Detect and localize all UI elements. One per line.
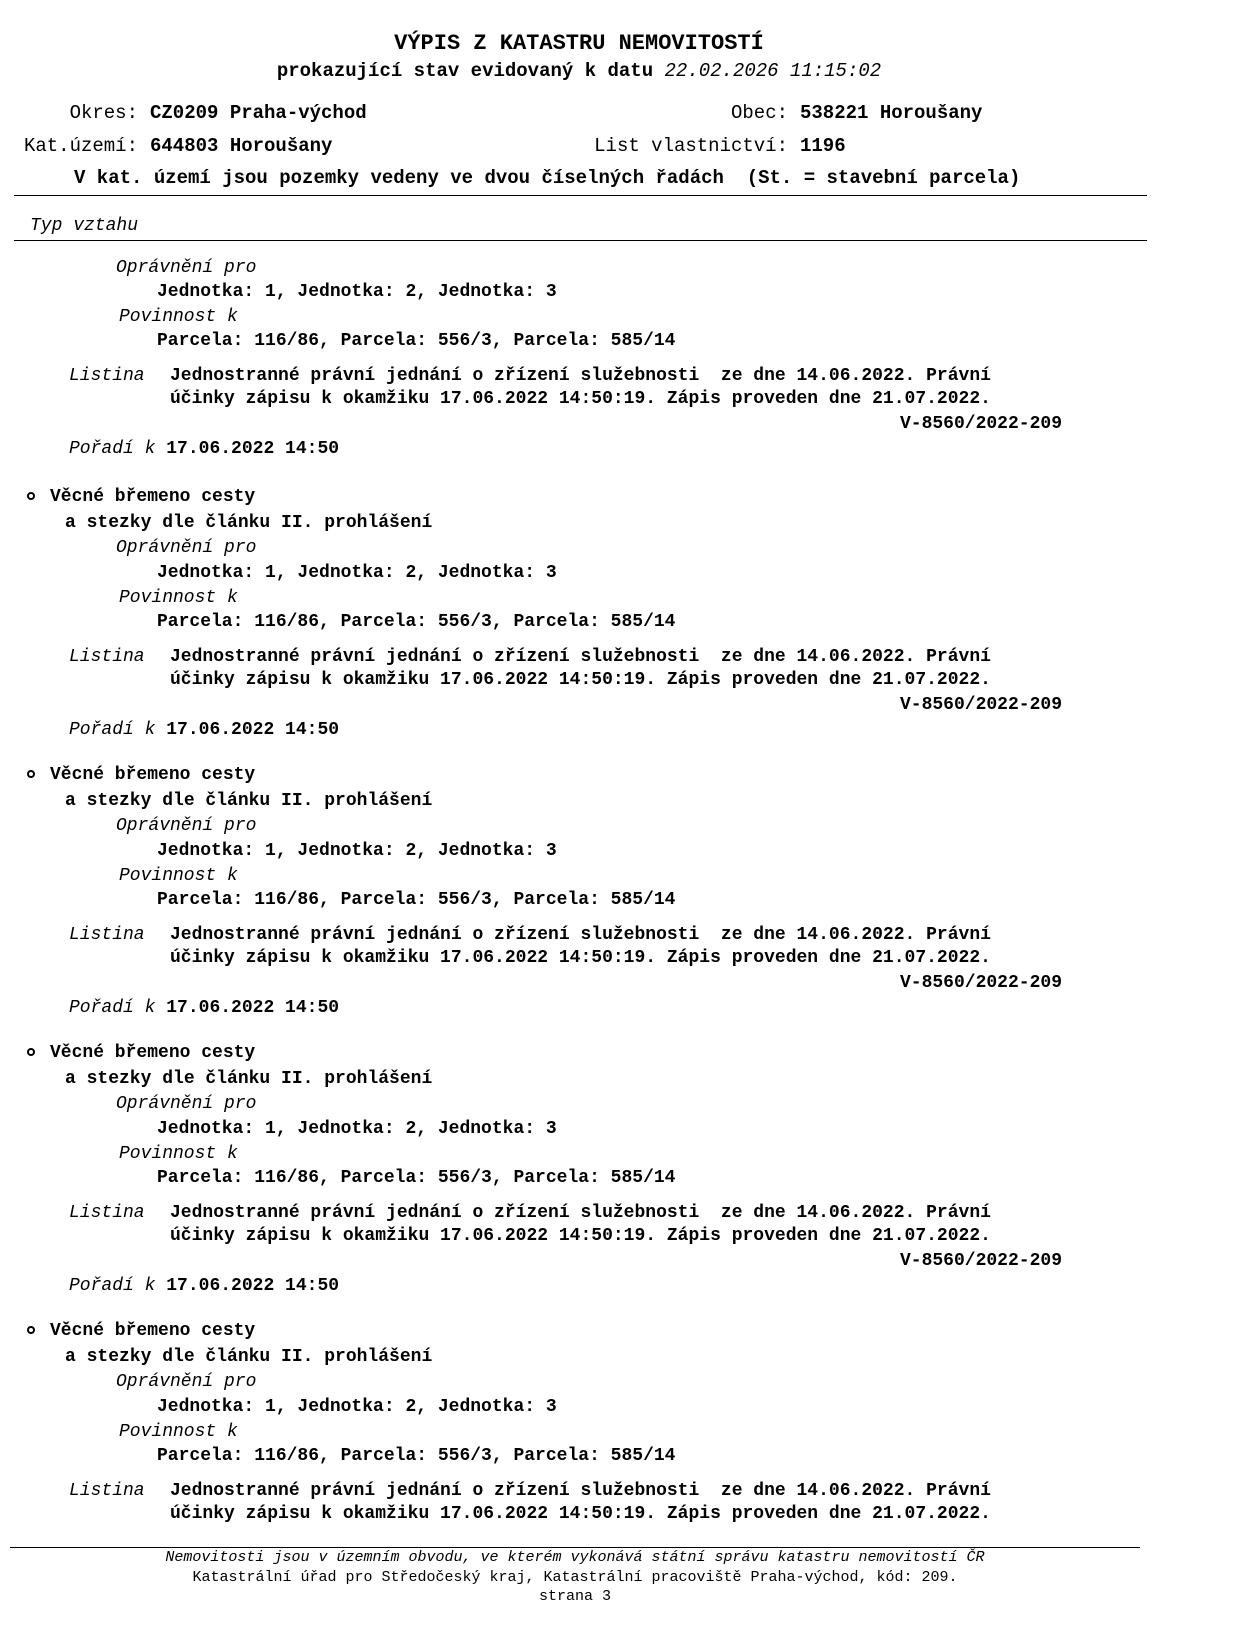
povinnost-value: Parcela: 116/86, Parcela: 556/3, Parcela: 585/14 bbox=[157, 1446, 676, 1466]
obec-value: 538221 Horoušany bbox=[800, 102, 983, 124]
listina-line1: Jednostranné právní jednání o zřízení služebnosti ze dne 14.06.2022. Právní bbox=[170, 366, 991, 386]
opravneni-label: Oprávnění pro bbox=[116, 538, 257, 558]
entry-title-line2: a stezky dle článku II. prohlášení bbox=[65, 1069, 433, 1089]
listina-line1: Jednostranné právní jednání o zřízení služebnosti ze dne 14.06.2022. Právní bbox=[170, 925, 991, 945]
opravneni-value: Jednotka: 1, Jednotka: 2, Jednotka: 3 bbox=[157, 1397, 557, 1417]
cadastre-note: V kat. území jsou pozemky vedeny ve dvou číselných řadách (St. = stavební parcela) bbox=[74, 167, 1021, 189]
poradi bbox=[69, 720, 339, 740]
listina-line1: Jednostranné právní jednání o zřízení služebnosti ze dne 14.06.2022. Právní bbox=[170, 1203, 991, 1223]
povinnost-label: Povinnost k bbox=[119, 866, 238, 886]
entry-title-line1: Věcné břemeno cesty bbox=[50, 1043, 256, 1063]
listina-reference: V-8560/2022-209 bbox=[899, 1251, 1062, 1271]
bullet-icon bbox=[27, 770, 35, 778]
listina-label: Listina bbox=[69, 925, 145, 945]
footer-line2: Katastrální úřad pro Středočeský kraj, Katastrální pracoviště Praha-východ, kód: 209. bbox=[192, 1569, 958, 1586]
listina-line1: Jednostranné právní jednání o zřízení služebnosti ze dne 14.06.2022. Právní bbox=[170, 1481, 991, 1501]
footer-divider bbox=[10, 1547, 1140, 1548]
poradi-label: Pořadí k bbox=[69, 439, 156, 459]
opravneni-value: Jednotka: 1, Jednotka: 2, Jednotka: 3 bbox=[157, 1119, 557, 1139]
footer-page-number: strana 3 bbox=[538, 1588, 611, 1605]
obec-label: Obec: bbox=[730, 102, 788, 124]
opravneni-label: Oprávnění pro bbox=[116, 1094, 257, 1114]
entry-title-line2: a stezky dle článku II. prohlášení bbox=[65, 791, 433, 811]
povinnost-label: Povinnost k bbox=[119, 1422, 238, 1442]
poradi-label: Pořadí k bbox=[69, 998, 156, 1018]
poradi bbox=[69, 998, 339, 1018]
entry-title-line2: a stezky dle článku II. prohlášení bbox=[65, 1347, 433, 1367]
footer-line1: Nemovitosti jsou v územním obvodu, ve kterém vykonává státní správu katastru nemovitostí ČR bbox=[165, 1549, 985, 1566]
listina-label: Listina bbox=[69, 1481, 145, 1501]
listina-reference: V-8560/2022-209 bbox=[899, 414, 1062, 434]
opravneni-value: Jednotka: 1, Jednotka: 2, Jednotka: 3 bbox=[157, 841, 557, 861]
opravneni-value: Jednotka: 1, Jednotka: 2, Jednotka: 3 bbox=[157, 563, 557, 583]
opravneni-label: Oprávnění pro bbox=[116, 258, 257, 278]
povinnost-value: Parcela: 116/86, Parcela: 556/3, Parcela: 585/14 bbox=[157, 890, 676, 910]
katuzemi-label: Kat.území: bbox=[23, 135, 138, 157]
listina-line2: účinky zápisu k okamžiku 17.06.2022 14:50:19. Zápis proveden dne 21.07.2022. bbox=[170, 1226, 991, 1246]
poradi-value: 17.06.2022 14:50 bbox=[166, 1276, 340, 1296]
povinnost-value: Parcela: 116/86, Parcela: 556/3, Parcela: 585/14 bbox=[157, 331, 676, 351]
entry-title-line2: a stezky dle článku II. prohlášení bbox=[65, 513, 433, 533]
poradi-value: 17.06.2022 14:50 bbox=[166, 720, 340, 740]
listina-reference: V-8560/2022-209 bbox=[899, 695, 1062, 715]
poradi-value: 17.06.2022 14:50 bbox=[166, 439, 340, 459]
povinnost-label: Povinnost k bbox=[119, 307, 238, 327]
povinnost-value: Parcela: 116/86, Parcela: 556/3, Parcela: 585/14 bbox=[157, 612, 676, 632]
listina-line1: Jednostranné právní jednání o zřízení služebnosti ze dne 14.06.2022. Právní bbox=[170, 647, 991, 667]
subtitle-prefix: prokazující stav evidovaný k datu bbox=[276, 60, 654, 82]
poradi-label: Pořadí k bbox=[69, 1276, 156, 1296]
column-header-divider bbox=[14, 240, 1147, 241]
poradi bbox=[69, 1276, 339, 1296]
poradi-value: 17.06.2022 14:50 bbox=[166, 998, 340, 1018]
entry-title-line1: Věcné břemeno cesty bbox=[50, 1321, 256, 1341]
opravneni-value: Jednotka: 1, Jednotka: 2, Jednotka: 3 bbox=[157, 282, 557, 302]
povinnost-label: Povinnost k bbox=[119, 588, 238, 608]
bullet-icon bbox=[27, 492, 35, 500]
listina-label: Listina bbox=[69, 647, 145, 667]
lv-value: 1196 bbox=[800, 135, 846, 157]
opravneni-label: Oprávnění pro bbox=[116, 1372, 257, 1392]
column-header-typ-vztahu: Typ vztahu bbox=[30, 216, 139, 236]
listina-line2: účinky zápisu k okamžiku 17.06.2022 14:50:19. Zápis proveden dne 21.07.2022. bbox=[170, 948, 991, 968]
listina-label: Listina bbox=[69, 366, 145, 386]
listina-reference: V-8560/2022-209 bbox=[899, 973, 1062, 993]
katuzemi-value: 644803 Horoušany bbox=[150, 135, 333, 157]
entry-title-line1: Věcné břemeno cesty bbox=[50, 765, 256, 785]
povinnost-label: Povinnost k bbox=[119, 1144, 238, 1164]
listina-line2: účinky zápisu k okamžiku 17.06.2022 14:50:19. Zápis proveden dne 21.07.2022. bbox=[170, 670, 991, 690]
document-subtitle bbox=[0, 60, 1158, 82]
poradi bbox=[69, 439, 339, 459]
okres-label: Okres: bbox=[69, 102, 138, 124]
poradi-label: Pořadí k bbox=[69, 720, 156, 740]
header-divider bbox=[14, 195, 1147, 196]
okres-value: CZ0209 Praha-východ bbox=[150, 102, 367, 124]
bullet-icon bbox=[27, 1048, 35, 1056]
opravneni-label: Oprávnění pro bbox=[116, 816, 257, 836]
entry-title-line1: Věcné břemeno cesty bbox=[50, 487, 256, 507]
document-title: VÝPIS Z KATASTRU NEMOVITOSTÍ bbox=[394, 31, 764, 56]
povinnost-value: Parcela: 116/86, Parcela: 556/3, Parcela: 585/14 bbox=[157, 1168, 676, 1188]
lv-label: List vlastnictví: bbox=[594, 135, 788, 157]
subtitle-date: 22.02.2026 11:15:02 bbox=[664, 60, 882, 82]
listina-label: Listina bbox=[69, 1203, 145, 1223]
listina-line2: účinky zápisu k okamžiku 17.06.2022 14:50:19. Zápis proveden dne 21.07.2022. bbox=[170, 389, 991, 409]
listina-line2: účinky zápisu k okamžiku 17.06.2022 14:50:19. Zápis proveden dne 21.07.2022. bbox=[170, 1504, 991, 1524]
bullet-icon bbox=[27, 1326, 35, 1334]
